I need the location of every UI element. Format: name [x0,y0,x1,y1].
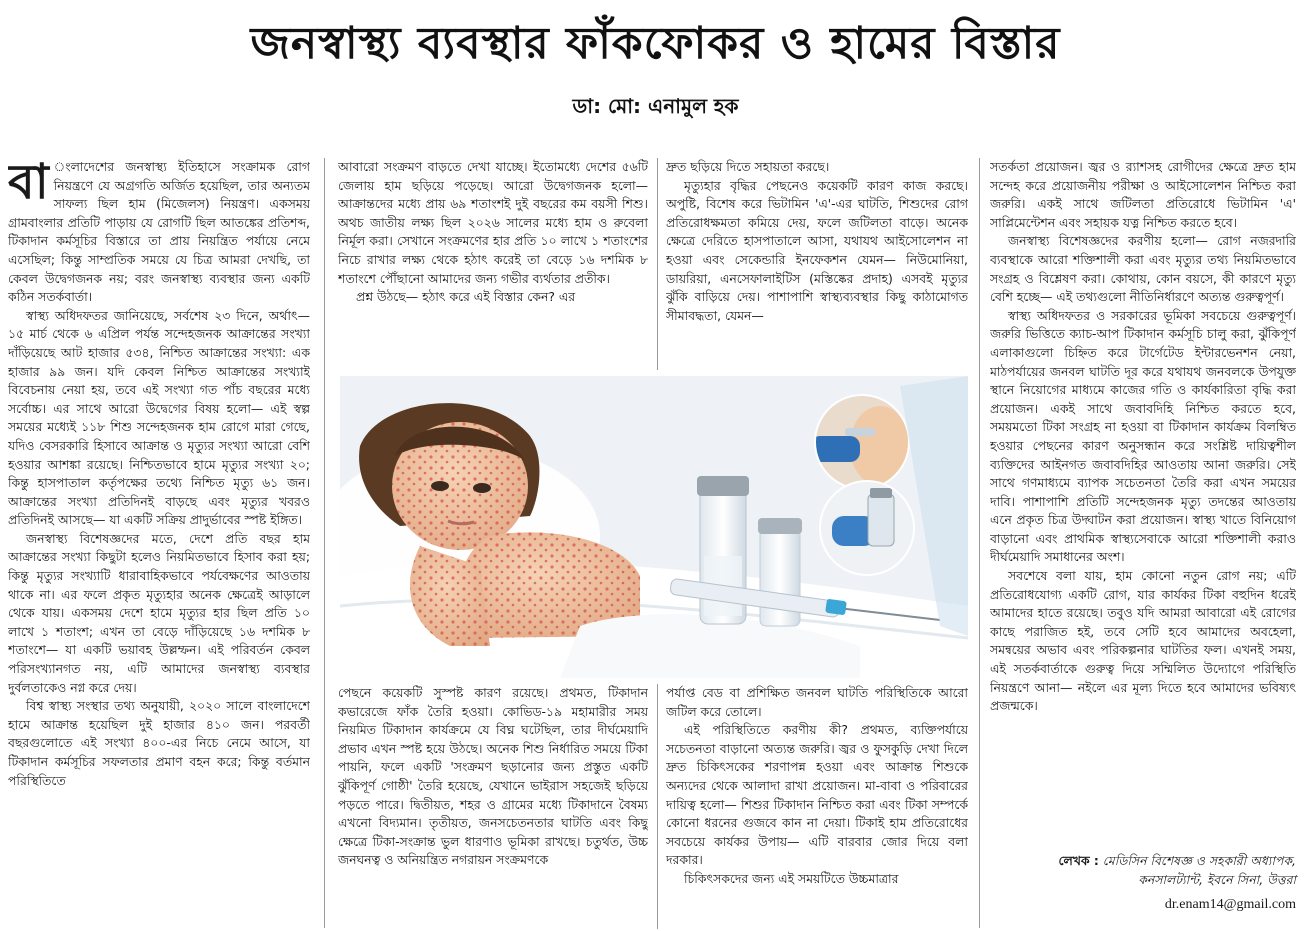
author-email: dr.enam14@gmail.com [1164,897,1296,912]
column-3-top [666,158,968,370]
paragraph: স্বাস্থ্য অধিদফতর জানিয়েছে, সর্বশেষ ২৩ দিনে, অর্থাৎ— ১৫ মার্চ থেকে ৬ এপ্রিল পর্যন্ত সন্দেহজনক আক্রান্তের সংখ্যা দাঁড়িয়েছে আট হাজার ৫৩৪, নিশ্চিত আক্রান্তের সংখ্যা: এক হাজার ৯৯ জন। যদি কেবল নিশ্চিত আক্রান্তের সংখ্যাই বিবেচনায় নেয়া হয়, তবে এই সংখ্যা গত পাঁচ বছরের মধ্যে সর্বোচ্চ। এর সাথে আরো উদ্বেগের বিষয় হলো— এই স্বল্প সময়ের মধ্যেই ১১৮ শিশু সন্দেহজনক হাম রোগে মারা গেছে, যদিও বেসরকারি হিসাবে আক্রান্ত ও মৃত্যুর সংখ্যা আরো বেশি হওয়ার আশঙ্কা রয়েছে। নিশ্চিতভাবে হামে মৃত্যুর সংখ্যা ২০; কিন্তু হাসপাতাল কর্তৃপক্ষের তথ্যে নিশ্চিত মৃত্যু ৬১ জন। আক্রান্তের সংখ্যা প্রতিদিনই বাড়ছে এবং মৃত্যুর খবরও প্রতিদিনই আসছে— যা একটি সক্রিয় প্রাদুর্ভাবের স্পষ্ট ইঙ্গিত। [8,307,310,528]
column-3-bottom [666,684,968,929]
drop-cap: বা [8,158,49,210]
paragraph: প্রশ্ন উঠছে— হঠাৎ করে এই বিস্তার কেন? এর [356,289,576,305]
article-photo [340,376,968,678]
column-divider [979,158,980,928]
column-4 [990,158,1296,842]
column-divider [657,158,658,370]
paragraph: পর্যাপ্ত বেড বা প্রশিক্ষিত জনবল ঘাটতি পরিস্থিতিকে আরো জটিল করে তোলে। [666,685,968,719]
child-vaccine-illustration [340,376,968,678]
column-2-top [338,158,648,370]
author-label: লেখক : [1058,853,1099,868]
paragraph: বিশ্ব স্বাস্থ্য সংস্থার তথ্য অনুযায়ী, ২০২০ সালে বাংলাদেশে হামে আক্রান্ত হয়েছিল দুই হাজার ৪১০ জন। পরবর্তী বছরগুলোতে এই সংখ্যা ৪০০-এর নিচে নেমে আসে, যা টিকাদান কর্মসূচির সফলতার প্রমাণ বহন করে; কিন্তু বর্তমান পরিস্থিতিতে [8,698,310,788]
paragraph: সতর্কতা প্রয়োজন। জ্বর ও র‍্যাশসহ রোগীদের ক্ষেত্রে দ্রুত হাম সন্দেহ করে প্রয়োজনীয় পরীক্ষা ও আইসোলেশন নিশ্চিত করা জরুরি। একই সাথে জটিলতা প্রতিরোধে ভিটামিন 'এ' সাপ্লিমেন্টেশন এবং সহায়ক যত্ন নিশ্চিত করতে হবে। [990,159,1296,230]
paragraph: এই পরিস্থিতিতে করণীয় কী? প্রথমত, ব্যক্তিপর্যায়ে সচেতনতা বাড়ানো অত্যন্ত জরুরি। জ্বর ও ফুসকুড়ি দেখা দিলে দ্রুত চিকিৎসকের শরণাপন্ন হওয়া এবং আক্রান্ত শিশুকে অন্যদের থেকে আলাদা রাখা প্রয়োজন। মা-বাবা ও পরিবারের দায়িত্ব হলো— শিশুর টিকাদান নিশ্চিত করা এবং টিকা সম্পর্কে কোনো ধরনের গুজবে কান না দেয়া। টিকাই হাম প্রতিরোধের সবচেয়ে কার্যকর উপায়— এটি বারবার জোর দিয়ে বলা দরকার। [666,722,968,868]
paragraph: চিকিৎসকদের জন্য এই সময়টিতে উচ্চমাত্রার [684,870,899,886]
paragraph: স্বাস্থ্য অধিদফতর ও সরকারের ভূমিকা সবচেয়ে গুরুত্বপূর্ণ। জরুরি ভিত্তিতে ক্যাচ-আপ টিকাদান কর্মসূচি চালু করা, ঝুঁকিপূর্ণ এলাকাগুলো চিহ্নিত করে টার্গেটেড ইন্টারভেনশন নেয়া, মাঠপর্যায়ের জনবল ঘাটতি দূর করে যথাযথ জনবলকে উপযুক্ত স্থানে নিয়োগের মাধ্যমে কাজের গতি ও কার্যকারিতা বৃদ্ধি করা প্রয়োজন। একই সাথে জবাবদিহি নিশ্চিত করতে হবে, সময়মতো টিকা সংগ্রহ না হওয়া বা টিকাদান কার্যক্রম বিলম্বিত হওয়ার পেছনের কারণ অনুসন্ধান করে সংশ্লিষ্ট দায়িত্বশীল ব্যক্তিদের আইনগত জবাবদিহির আওতায় আনা জরুরি। সেই সাথে গণমাধ্যমে ব্যাপক সচেতনতা তৈরি করা এখন সময়ের দাবি। পাশাপাশি প্রতিটি সন্দেহজনক মৃত্যু তদন্তের আওতায় এনে প্রকৃত চিত্র উদ্ঘাটন করা প্রয়োজন। স্বাস্থ্য খাতে বিনিয়োগ বাড়ানো এবং প্রাথমিক স্বাস্থ্যসেবাকে আরো শক্তিশালী করাও দীর্ঘমেয়াদি সমাধানের অংশ। [990,307,1296,565]
byline: ডা: মো: এনামুল হক [572,94,739,118]
column-divider [657,684,658,929]
author-credit [990,852,1296,889]
paragraph: পেছনে কয়েকটি সুস্পষ্ট কারণ রয়েছে। প্রথমত, টিকাদান কভারেজে ফাঁক তৈরি হওয়া। কোভিড-১৯ মহামারীর সময় নিয়মিত টিকাদান কার্যক্রমে যে বিঘ্ন ঘটেছিল, তার দীর্ঘমেয়াদি প্রভাব এখন স্পষ্ট হয়ে উঠছে। অনেক শিশু নির্ধারিত সময়ে টিকা পায়নি, ফলে একটি 'সংক্রমণ ছড়ানোর জন্য প্রস্তুত একটি ঝুঁকিপূর্ণ গোষ্ঠী' তৈরি হয়েছে, যেখানে ভাইরাস সহজেই ছড়িয়ে পড়তে পারে। দ্বিতীয়ত, শহর ও গ্রামের মধ্যে টিকাদানে বৈষম্য এখনো বিদ্যমান। তৃতীয়ত, জনসচেতনতার ঘাটতি এবং কিছু ক্ষেত্রে টিকা-সংক্রান্ত ভুল ধারণাও ভূমিকা রাখছে। চতুর্থত, উচ্চ জনঘনত্ব ও অনিয়ন্ত্রিত নগরায়ন সংক্রমণকে [338,685,648,868]
paragraph: জনস্বাস্থ্য বিশেষজ্ঞদের মতে, দেশে প্রতি বছর হাম আক্রান্তের সংখ্যা কিছুটা হলেও নিয়মিতভাবে হিসাব করা হয়; কিন্তু মৃত্যুর সংখ্যাটি ধারাবাহিকভাবে পর্যবেক্ষণের আওতায় থাকে না। এর ফলে প্রকৃত মৃত্যুহার অনেক ক্ষেত্রেই আড়ালে থেকে যায়। একসময় দেশে হামে মৃত্যুর হার ছিল প্রতি ১০ লাখে ১ শতাংশ; এখন তা বেড়ে দাঁড়িয়েছে ১৬ দশমিক ৮ শতাংশে— যা একটি ভয়াবহ উল্লম্ফন। এই পরিবর্তন কেবল পরিসংখ্যানগত নয়, এটি আমাদের জনস্বাস্থ্য ব্যবস্থার দুর্বলতাকেও নগ্ন করে দেয়। [8,530,310,695]
paragraph: জনস্বাস্থ্য বিশেষজ্ঞদের করণীয় হলো— রোগ নজরদারি ব্যবস্থাকে আরো শক্তিশালী করা এবং মৃত্যুর তথ্য নিয়মিতভাবে সংগ্রহ ও বিশ্লেষণ করা। কোথায়, কোন বয়সে, কী কারণে মৃত্যু বেশি হচ্ছে— এই তথ্যগুলো নীতিনির্ধারণে অত্যন্ত গুরুত্বপূর্ণ। [990,233,1296,305]
paragraph: মৃত্যুহার বৃদ্ধির পেছনেও কয়েকটি কারণ কাজ করছে। অপুষ্টি, বিশেষ করে ভিটামিন 'এ'-এর ঘাটতি, শিশুদের রোগ প্রতিরোধক্ষমতা কমিয়ে দেয়, ফলে জটিলতা বাড়ে। অনেক ক্ষেত্রে দেরিতে হাসপাতালে আসা, যথাযথ আইসোলেশন না হওয়া এবং সেকেন্ডারি ইনফেকশন যেমন— নিউমোনিয়া, ডায়রিয়া, এনসেফালাইটিস (মস্তিষ্কের প্রদাহ) এসবই মৃত্যুর ঝুঁকি বাড়িয়ে দেয়। পাশাপাশি স্বাস্থ্যব্যবস্থার কিছু কাঠামোগত সীমাবদ্ধতা, যেমন— [666,177,968,323]
paragraph: বা ংলাদেশের জনস্বাস্থ্য ইতিহাসে সংক্রামক রোগ নিয়ন্ত্রণে যে অগ্রগতি অর্জিত হয়েছিল, তার অন্যতম সাফল্য ছিল হাম (মিজেলস) নিয়ন্ত্রণ। একসময় গ্রামবাংলার প্রতিটি পাড়ায় যে রোগটি ছিল আতঙ্কের প্রতিশব্দ, টিকাদান কর্মসূচির বিস্তারে তা প্রায় নিয়ন্ত্রিত পর্যায়ে নেমে এসেছিল; কিন্তু সাম্প্রতিক সময়ে যে চিত্র আমরা দেখছি, তা কেবল উদ্বেগজনক নয়; বরং জনস্বাস্থ্য ব্যবস্থার জন্য একটি কঠিন সতর্কবার্তা। [8,158,310,305]
headline: জনস্বাস্থ্য ব্যবস্থার ফাঁকফোকর ও হামের বিস্তার [250,18,1061,69]
author-affiliation: কনসালট্যান্ট, ইবনে সিনা, উত্তরা [1138,871,1296,887]
paragraph: আবারো সংক্রমণ বাড়তে দেখা যাচ্ছে। ইতোমধ্যে দেশের ৫৬টি জেলায় হাম ছড়িয়ে পড়েছে। আরো উদ্বেগজনক হলো— আক্রান্তদের মধ্যে প্রায় ৬৯ শতাংশই দুই বছরের কম বয়সী শিশু। অথচ জাতীয় লক্ষ্য ছিল ২০২৬ সালের মধ্যে হাম ও রুবেলা নির্মূল করা। সেখানে সংক্রমণের হার প্রতি ১০ লাখে ১ শতাংশের নিচে রাখার লক্ষ্য থেকে হঠাৎ করেই তা বেড়ে ১৬ দশমিক ৮ শতাংশে পৌঁছানো আমাদের জন্য গভীর ব্যর্থতার প্রতীক। [338,159,648,286]
column-1 [8,158,310,928]
column-2-bottom [338,684,648,929]
author-title: মেডিসিন বিশেষজ্ঞ ও সহকারী অধ্যাপক, [1102,853,1296,868]
paragraph: সবশেষে বলা যায়, হাম কোনো নতুন রোগ নয়; এটি প্রতিরোধযোগ্য একটি রোগ, যার কার্যকর টিকা বহুদিন ধরেই আমাদের হাতে রয়েছে। তবুও যদি আমরা আবারো এই রোগের কাছে পরাজিত হই, তবে সেটি হবে আমাদের অবহেলা, সমন্বয়ের অভাব এবং পরিকল্পনার ঘাটতির ফল। এখনই সময়, এই সতর্কবার্তাকে গুরুত্ব দিয়ে সম্মিলিত উদ্যোগে পরিস্থিতি নিয়ন্ত্রণে আনা— নইলে এর মূল্য দিতে হবে আমাদের ভবিষ্যৎ প্রজন্মকে। [990,568,1296,714]
paragraph: দ্রুত ছড়িয়ে দিতে সহায়তা করছে। [666,159,830,174]
column-divider [324,158,325,928]
